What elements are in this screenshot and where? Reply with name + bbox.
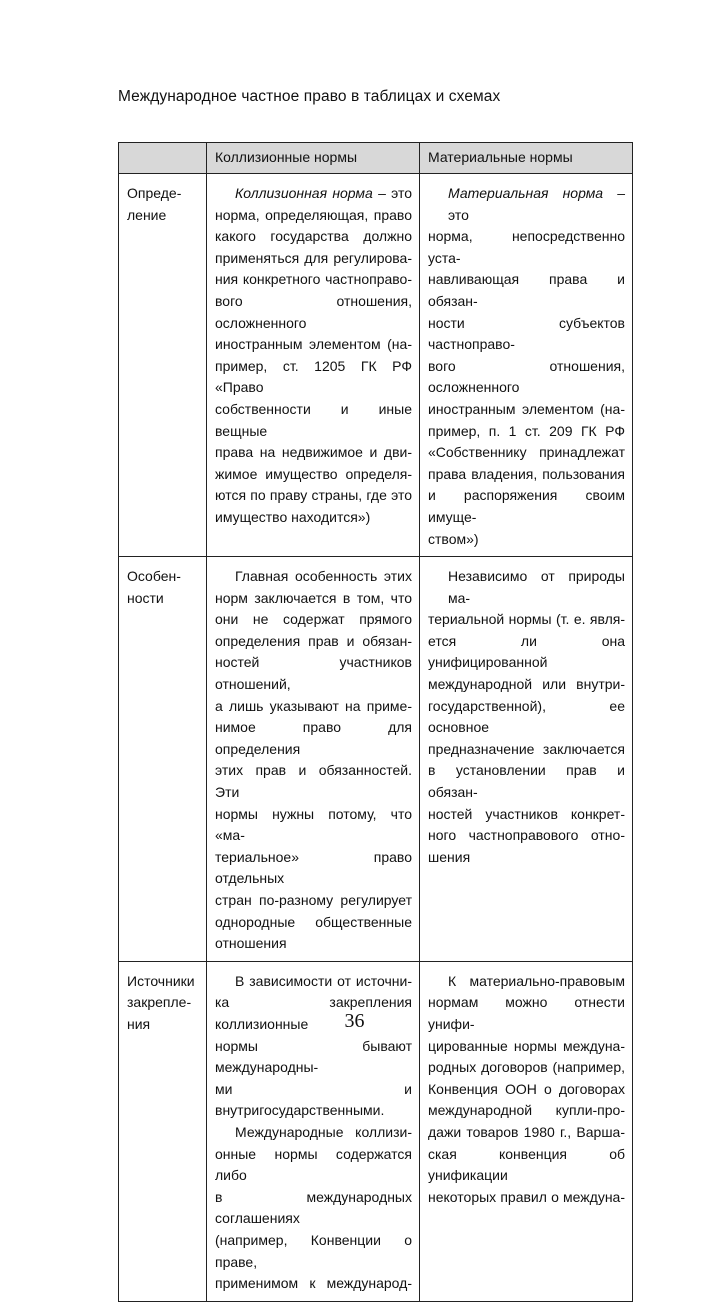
running-head: Международное частное право в таблицах и схемах [118,88,501,105]
page-number: 36 [344,1010,365,1032]
row-label-definition: Опреде- ление [119,174,207,557]
header-cell-conflict-rules: Коллизионные нормы [207,143,420,174]
features-conflict-rules-cell: Главная особенность этих норм заключается в том, что они не содержат прямого определения прав и обязан- ностей участников отношений, а лишь указывают на приме- нимое право для определения этих прав и обязанностей. Эти нормы нужны потому, что «ма- териальное» право отдельных стран по-разному регулирует однородные общественные отношения [207,557,420,962]
definition-substantive-rules-cell: Материальная норма – это норма, непосредственно уста- навливающая права и обязан- ности субъектов частноправо- вого отношения, осложненного иностранным элементом (на- пример, п. 1 ст. 209 ГК РФ «Собственнику принадлежат права владения, пользования и распоряжения своим имуще- ством») [420,174,633,557]
header-cell-substantive-rules: Материальные нормы [420,143,633,174]
header-cell-empty [119,143,207,174]
table-row [119,174,633,557]
features-substantive-rules-cell: Независимо от природы ма- териальной нормы (т. е. явля- ется ли она унифицированной международной или внутри- государственной), ее основное предназначение заключается в установлении прав и обязан- ностей участников конкрет- ного частноправового отно- шения [420,557,633,962]
row-label-features: Особен- ности [119,557,207,962]
comparison-table [118,142,633,1302]
sources-conflict-rules-cell: В зависимости от источни- ка закрепления коллизионные нормы бывают международны- ми и внутригосударственными. Международные коллизи- онные нормы содержатся либо в международных соглашениях (например, Конвенции о праве, применимом к международ- [207,961,420,1301]
sources-substantive-rules-cell: К материально-правовым нормам можно отнести унифи- цированные нормы междуна- родных договоров (например, Конвенция ООН о договорах международной купли-про- дажи товаров 1980 г., Варша- ская конвенция об унификации некоторых правил о междуна- [420,961,633,1301]
table-row [119,557,633,962]
row-label-sources: Источники закрепле- ния [119,961,207,1301]
table-header-row [119,143,633,174]
definition-conflict-rules-cell: Коллизионная норма – это норма, определяющая, право какого государства должно применяться для регулирова- ния конкретного частноправо- вого отношения, осложненного иностранным элементом (на- пример, ст. 1205 ГК РФ «Право собственности и иные вещные права на недвижимое и дви- жимое имущество определя- ются по праву страны, где это имущество находится») [207,174,420,557]
